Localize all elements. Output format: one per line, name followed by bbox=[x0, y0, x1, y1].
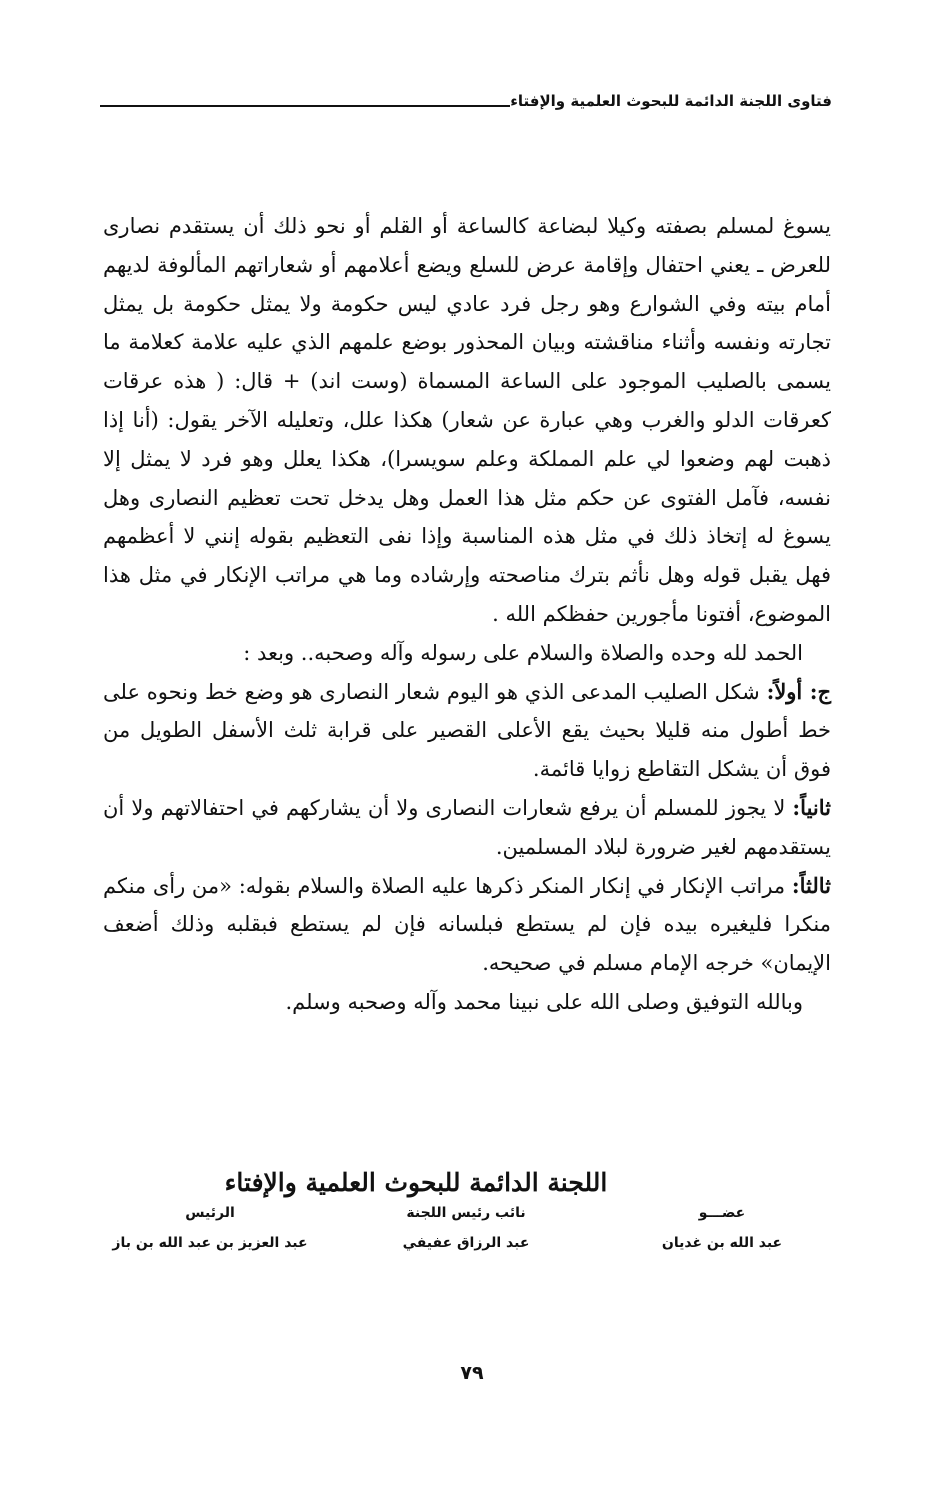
answer-second-paragraph bbox=[103, 789, 831, 867]
running-header bbox=[100, 92, 832, 110]
answer-first-label: ج: أولاً: bbox=[766, 678, 831, 704]
praise-paragraph: الحمد لله وحده والصلاة والسلام على رسوله وآله وصحبه.. وبعد : bbox=[243, 640, 803, 665]
committee-block bbox=[100, 1168, 832, 1251]
signatures-row bbox=[100, 1205, 832, 1251]
signatory-chair bbox=[100, 1205, 320, 1251]
signatory-member bbox=[612, 1205, 832, 1251]
signatory-role: عضـــو bbox=[698, 1205, 746, 1221]
signatory-name: عبد الله بن غديان bbox=[661, 1235, 783, 1251]
answer-first-text: شكل الصليب المدعى الذي هو اليوم شعار النصارى هو وضع خط ونحوه على خط أطول منه قليلا بحيث يقع الأعلى القصير على قرابة ثلث الأسفل الطويل من فوق أن يشكل التقاطع زوايا قائمة. bbox=[103, 679, 831, 782]
committee-title: اللجنة الدائمة للبحوث العلمية والإفتاء bbox=[224, 1168, 608, 1197]
answer-second-text: لا يجوز للمسلم أن يرفع شعارات النصارى ولا أن يشاركهم في احتفالاتهم ولا أن يستقدمهم لغير ضرورة لبلاد المسلمين. bbox=[103, 795, 831, 859]
answer-second-label: ثانياً: bbox=[792, 794, 831, 820]
signatory-name: عبد العزيز بن عبد الله بن باز bbox=[112, 1235, 308, 1251]
answer-first-paragraph bbox=[103, 673, 831, 789]
signatory-vice-chair bbox=[356, 1205, 576, 1251]
answer-third-label: ثالثاً: bbox=[791, 872, 831, 898]
header-rule bbox=[100, 105, 510, 107]
signatory-name: عبد الرزاق عفيفي bbox=[402, 1235, 530, 1251]
header-title: فتاوى اللجنة الدائمة للبحوث العلمية والإفتاء bbox=[510, 92, 832, 110]
fatwa-body bbox=[103, 207, 831, 1022]
signatory-role: نائب رئيس اللجنة bbox=[406, 1205, 526, 1221]
answer-third-paragraph bbox=[103, 867, 831, 983]
closing-paragraph: وبالله التوفيق وصلى الله على نبينا محمد وآله وصحبه وسلم. bbox=[285, 989, 803, 1014]
signatory-role: الرئيس bbox=[185, 1205, 235, 1221]
question-paragraph: يسوغ لمسلم بصفته وكيلا لبضاعة كالساعة أو القلم أو نحو ذلك أن يستقدم نصارى للعرض ـ يعني احتفال وإقامة عرض للسلع ويضع أعلامهم أو شعاراتهم المألوفة لديهم أمام بيته وفي الشوارع وهو رجل فرد عادي ليس حكومة ولا يمثل حكومة بل يمثل تجارته ونفسه وأثناء مناقشته وبيان المحذور بوضع علمهم الذي عليه علامة كعلامة ما يسمى بالصليب الموجود على الساعة المسماة (وست اند) + قال: ( هذه عرقات كعرقات الدلو والغرب وهي عبارة عن شعار) هكذا علل، وتعليله الآخر يقول: (أنا إذا ذهبت لهم وضعوا لي علم المملكة وعلم سويسرا)، هكذا يعلل وهو فرد لا يمثل إلا نفسه، فآمل الفتوى عن حكم مثل هذا العمل وهل يدخل تحت تعظيم النصارى وهل يسوغ له إتخاذ ذلك في مثل هذه المناسبة وإذا نفى التعظيم بقوله إنني لا أعظمهم فهل يقبل قوله وهل نأثم بترك مناصحته وإرشاده وما هي مراتب الإنكار في مثل هذا الموضوع، أفتونا مأجورين حفظكم الله . bbox=[103, 214, 831, 626]
page-number: ٧٩ bbox=[460, 1362, 484, 1384]
answer-third-text: مراتب الإنكار في إنكار المنكر ذكرها عليه الصلاة والسلام بقوله: «من رأى منكم منكرا فليغيره بيده فإن لم يستطع فبلسانه فإن لم يستطع فبقلبه وذلك أضعف الإيمان» خرجه الإمام مسلم في صحيحه. bbox=[103, 873, 831, 976]
